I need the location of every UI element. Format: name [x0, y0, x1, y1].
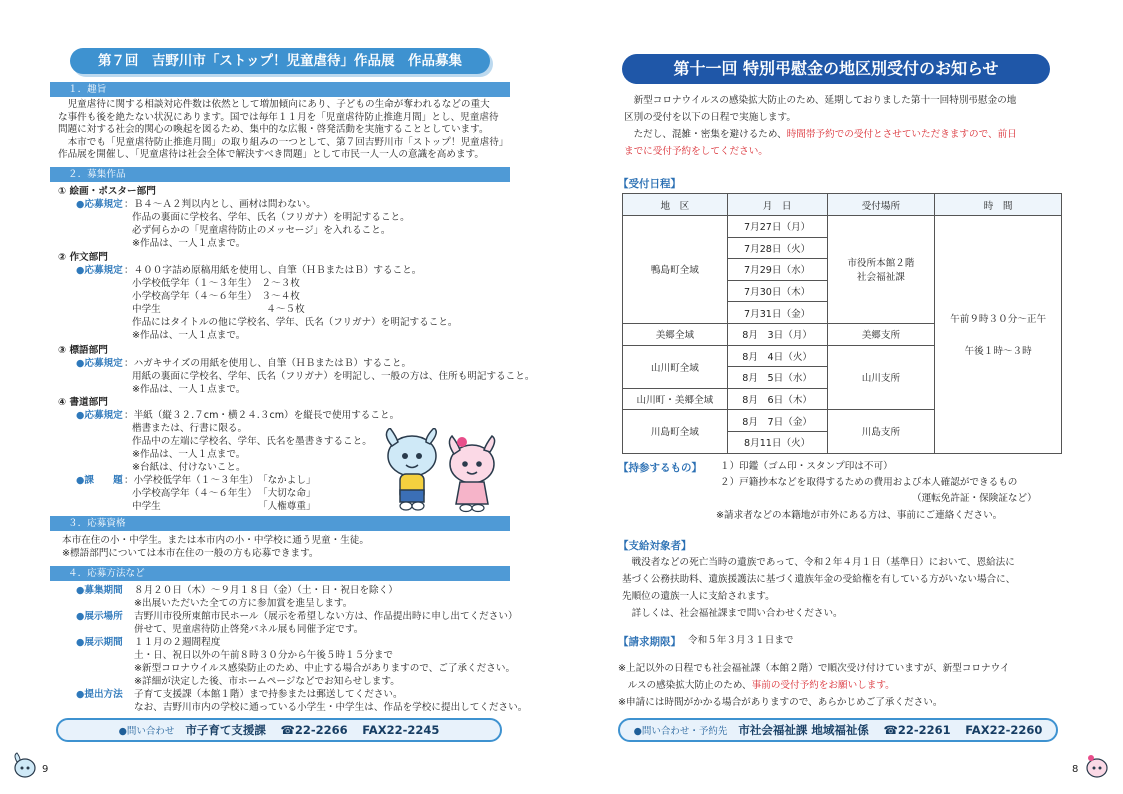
rule-line: 作品にはタイトルの他に学校名、学年、氏名（フリガナ）を明記すること。: [132, 317, 458, 328]
rule-line: 楷書または、行書に限る。: [132, 423, 248, 434]
place-line: 市役所本館２階: [847, 258, 915, 270]
date-cell: 8月 6日（木）: [727, 388, 827, 410]
theme-title: 「大切な命」: [258, 488, 316, 499]
girl-mascot: [449, 436, 494, 512]
left-page-number: 9: [42, 764, 49, 775]
contact-fax: FAX22-2245: [362, 723, 440, 737]
rule-line: 小学校高学年（４～６年生） ３～４枚: [132, 291, 300, 302]
place-line: 社会福祉課: [856, 272, 905, 284]
rule-line: 中学生 ４～５枚: [132, 304, 305, 315]
area-cell: 山川町全域: [623, 345, 728, 388]
section-1-header: １．趣旨: [50, 82, 510, 97]
time-morning: 午前９時３０分～正午: [950, 314, 1047, 326]
date-cell: 7月29日（水）: [727, 259, 827, 281]
method-line: 吉野川市役所東館市民ホール（展示を希望しない方は、作品提出時に申し出てください）: [134, 611, 518, 622]
rule-label: ●応募規定: [76, 410, 123, 421]
place-cell: 川島支所: [827, 410, 935, 453]
rule-line: ：半紙（縦３２.７cm・横２４.３cm）を縦長で使用すること。: [124, 410, 400, 421]
note-line: [618, 680, 895, 693]
theme-title: 「なかよし」: [258, 475, 316, 486]
date-cell: 7月30日（木）: [727, 280, 827, 302]
rule-line: 小学校低学年（１～３年生） ２～３枚: [132, 278, 300, 289]
method-label: ●展示期間: [76, 637, 123, 648]
theme-label: ●課 題: [76, 475, 123, 486]
boy-mascot: [386, 428, 436, 510]
area-cell: 鴨島町全域: [623, 216, 728, 324]
social-welfare-contact-bar: [618, 718, 1058, 742]
contact-lead: ●問い合わせ・予約先: [633, 726, 728, 737]
theme-grade: ：小学校低学年（１～３年生）: [124, 475, 259, 486]
rule-line: ：４００字詰め原稿用紙を使用し、自筆（ＨＢまたはＢ）すること。: [124, 265, 422, 276]
intro-line: 区別の受付を以下の日程で実施します。: [624, 112, 796, 123]
eligible-line: 詳しくは、社会福祉課まで問い合わせください。: [622, 608, 843, 619]
bring-note: ※請求者などの本籍地が市外にある方は、事前にご連絡ください。: [716, 510, 1003, 521]
schedule-heading: 【受付日程】: [618, 178, 681, 190]
intro-line: [624, 129, 1017, 142]
division-essay-heading: ② 作文部門: [58, 252, 108, 263]
rule-line: ※作品は、一人１点まで。: [132, 449, 246, 460]
area-cell: 美郷全域: [623, 323, 728, 345]
intro-line: 新型コロナウイルスの感染拡大防止のため、延期しておりました第十一回特別弔慰金の地: [624, 95, 1017, 106]
body-line: 本市でも「児童虐待防止推進月間」の取り組みの一つとして、第７回吉野川市「ストップ！児童虐待」: [58, 136, 509, 148]
body-line: な事件も後を絶たない状況にあります。国では毎年１１月を「児童虐待防止推進月間」とし、児童虐待: [58, 111, 499, 123]
date-cell: 7月27日（月）: [727, 216, 827, 238]
eligibility-line: ※標語部門については本市在住の一般の方も応募できます。: [62, 548, 319, 559]
eligible-line: 先順位の遺族一人に支給されます。: [622, 591, 775, 602]
division-painting-heading: ① 絵画・ポスター部門: [58, 186, 156, 197]
theme-title: 「人権尊重」: [258, 501, 316, 512]
bring-item: １）印鑑（ゴム印・スタンプ印は不可）: [720, 461, 893, 472]
rule-line: ※台紙は、付けないこと。: [132, 462, 246, 473]
note-line: ※上記以外の日程でも社会福祉課（本館２階）で順次受け付けていますが、新型コロナウイ: [618, 663, 1010, 674]
artwork-recruit-banner: 第７回 吉野川市「ストップ！児童虐待」作品展 作品募集: [70, 48, 490, 74]
eligible-line: 戦没者などの死亡当時の遺族であって、令和２年４月１日（基準日）において、恩給法に: [622, 557, 1015, 568]
body-line: 児童虐待に関する相談対応件数は依然として増加傾向にあり、子どもの生命が奪われるなどの重大: [58, 99, 490, 110]
rule-line: ※作品は、一人１点まで。: [132, 330, 246, 341]
date-cell: 7月28日（火）: [727, 237, 827, 259]
rule-line: ※作品は、一人１点まで。: [132, 238, 246, 249]
contact-lead: ●問い合わせ: [118, 726, 175, 737]
rule-line: 必ず何らかの「児童虐待防止のメッセージ」を入れること。: [132, 225, 391, 236]
date-cell: 7月31日（金）: [727, 302, 827, 324]
left-page: [50, 0, 535, 794]
date-cell: 8月 5日（水）: [727, 367, 827, 389]
rule-line: 作品の裏面に学校名、学年、氏名（フリガナ）を明記すること。: [132, 212, 410, 223]
reservation-notice-red: までに受付予約をしてください。: [624, 146, 768, 157]
header-area: 地 区: [623, 194, 728, 216]
bring-heading: 【持参するもの】: [618, 462, 702, 474]
header-place: 受付場所: [827, 194, 935, 216]
section-1-body: [58, 99, 510, 162]
rule-line: ※作品は、一人１点まで。: [132, 384, 246, 395]
date-cell: 8月11日（火）: [727, 431, 827, 453]
contact-fax: FAX22-2260: [965, 723, 1043, 737]
method-line: ※詳細が決定した後、市ホームページなどでお知らせします。: [134, 676, 400, 687]
deadline-heading: 【請求期限】: [618, 636, 681, 648]
method-label: ●募集期間: [76, 585, 123, 596]
date-cell: 8月 3日（月）: [727, 323, 827, 345]
eligible-heading: 【支給対象者】: [618, 540, 692, 552]
header-date: 月 日: [727, 194, 827, 216]
section-3-header: ３．応募資格: [50, 516, 510, 531]
table-row: [623, 216, 1062, 238]
boy-mascot-icon: [12, 752, 38, 780]
division-slogan-heading: ③ 標語部門: [58, 345, 108, 356]
note-line: ※申請には時間がかかる場合がありますので、あらかじめご了承ください。: [618, 697, 943, 708]
contact-phone: ☎22-2266: [280, 723, 348, 737]
method-line: １１月の２週間程度: [134, 637, 221, 648]
bring-item-note: （運転免許証・保険証など）: [912, 493, 1037, 504]
division-calligraphy-heading: ④ 書道部門: [58, 397, 108, 408]
header-time: 時 間: [935, 194, 1062, 216]
reservation-notice-red: 時間帯予約での受付とさせていただきますので、前日: [786, 129, 1017, 140]
place-cell: 美郷支所: [827, 323, 935, 345]
rule-label: ●応募規定: [76, 265, 123, 276]
rule-line: 用紙の裏面に学校名、学年、氏名（フリガナ）を明記し、一般の方は、住所も明記すること。: [132, 371, 535, 382]
theme-grade: 中学生: [132, 501, 161, 512]
method-line: 併せて、児童虐待防止啓発パネル展も同催予定です。: [134, 624, 364, 635]
method-line: なお、吉野川市内の学校に通っている小学生・中学生は、作品を学校に提出してください。: [134, 702, 528, 713]
time-cell: [935, 216, 1062, 454]
method-label: ●展示場所: [76, 611, 123, 622]
method-line: ※新型コロナウイルス感染防止のため、中止する場合がありますので、ご了承ください。: [134, 663, 516, 674]
rule-line: ：Ｂ４～Ａ２判以内とし、画材は問わない。: [124, 199, 316, 210]
eligible-line: 基づく公務扶助料、遺族援護法に基づく遺族年金の受給権を有している方がいない場合に、: [622, 574, 1016, 585]
bring-item: ２）戸籍抄本などを取得するための費用および本人確認ができるもの: [720, 477, 1018, 488]
area-cell: 山川町・美郷全域: [623, 388, 728, 410]
method-line: 土・日、祝日以外の午前８時３０分から午後５時１５分まで: [134, 650, 394, 661]
contact-phone: ☎22-2261: [883, 723, 951, 737]
method-line: ８月２０日（木）～９月１８日（金）（土・日・祝日を除く）: [134, 585, 398, 596]
right-page: [612, 0, 1062, 794]
reservation-request-red: 事前の受付予約をお願いします。: [751, 680, 895, 691]
method-line: ※出展いただいた全ての方に参加賞を進呈します。: [134, 598, 353, 609]
date-cell: 8月 7日（金）: [727, 410, 827, 432]
body-line: 問題に対する社会的関心の喚起を図るため、集中的な広報・啓発活動を実施することとしています。: [58, 124, 489, 136]
date-cell: 8月 4日（火）: [727, 345, 827, 367]
condolence-payment-banner: 第十一回 特別弔慰金の地区別受付のお知らせ: [622, 54, 1050, 84]
time-afternoon: 午後１時～３時: [964, 346, 1032, 358]
girl-mascot-icon: [1084, 752, 1110, 780]
area-cell: 川島町全域: [623, 410, 728, 453]
method-label: ●提出方法: [76, 689, 123, 700]
place-cell: 山川支所: [827, 345, 935, 410]
theme-grade: 小学校高学年（４～６年生）: [132, 488, 257, 499]
rule-label: ●応募規定: [76, 358, 123, 369]
method-line: 子育て支援課（本館１階）まで持参または郵送してください。: [134, 689, 403, 700]
section-2-header: ２．募集作品: [50, 167, 510, 182]
deadline-text: 令和５年３月３１日まで: [688, 635, 794, 646]
right-page-number: 8: [1072, 764, 1079, 775]
note-text: ルスの感染拡大防止のため、: [618, 680, 752, 691]
section-4-header: ４．応募方法など: [50, 566, 510, 581]
schedule-table: [622, 193, 1062, 454]
mascot-characters-illustration: [380, 428, 505, 513]
table-header-row: [623, 194, 1062, 216]
intro-text: ただし、混雑・密集を避けるため、: [624, 129, 787, 140]
body-line: 作品展を開催し、「児童虐待は社会全体で解決すべき問題」として市民一人一人の意識を高めます。: [58, 149, 484, 161]
contact-department: 市子育て支援課: [185, 723, 266, 737]
rule-line: 作品中の左端に学校名、学年、氏名を墨書きすること。: [132, 436, 372, 447]
child-support-contact-bar: [56, 718, 502, 742]
place-cell: [827, 216, 935, 324]
contact-department: 市社会福祉課 地域福祉係: [738, 723, 869, 737]
rule-label: ●応募規定: [76, 199, 123, 210]
rule-line: ：ハガキサイズの用紙を使用し、自筆（ＨＢまたはＢ）すること。: [124, 358, 412, 369]
eligibility-line: 本市在住の小・中学生。または本市内の小・中学校に通う児童・生徒。: [62, 535, 369, 546]
